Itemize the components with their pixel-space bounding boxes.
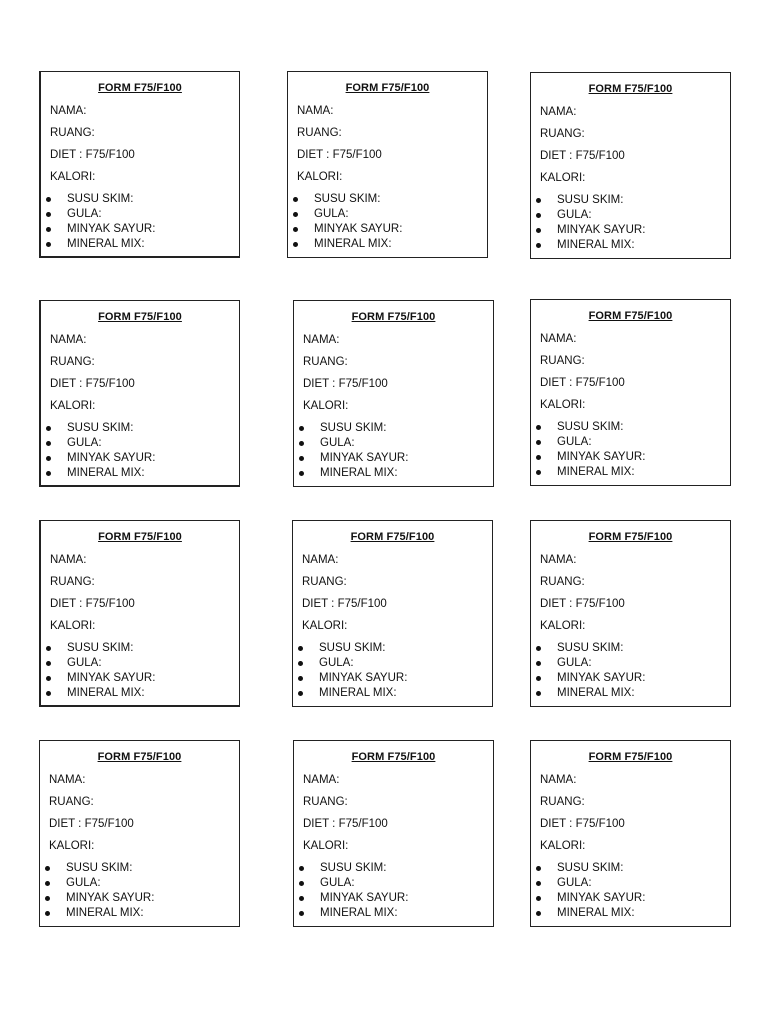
list-item — [531, 876, 645, 891]
bullet-dot-icon — [299, 881, 304, 886]
bullet-dot-icon — [299, 866, 304, 871]
bullet-dot-icon — [536, 213, 541, 218]
diet-label: DIET : F75/F100 — [540, 818, 625, 830]
ingredient-label: MINERAL MIX: — [314, 238, 392, 250]
ingredient-label: MINYAK SAYUR: — [557, 224, 646, 236]
ingredient-label: MINYAK SAYUR: — [67, 452, 156, 464]
kalori-label: KALORI: — [540, 620, 586, 632]
card-title: FORM F75/F100 — [351, 311, 436, 323]
ingredient-list — [288, 192, 402, 252]
nama-label: NAMA: — [540, 333, 577, 345]
ruang-label: RUANG: — [540, 355, 585, 367]
list-item — [531, 193, 645, 208]
list-item — [294, 891, 408, 906]
ruang-label: RUANG: — [540, 128, 585, 140]
list-item — [531, 906, 645, 921]
ruang-label: RUANG: — [50, 127, 95, 139]
card-title: FORM F75/F100 — [351, 751, 436, 763]
list-item — [40, 906, 154, 921]
list-item — [293, 656, 407, 671]
bullet-dot-icon — [45, 911, 50, 916]
diet-label: DIET : F75/F100 — [540, 377, 625, 389]
list-item — [294, 436, 408, 451]
ingredient-label: MINYAK SAYUR: — [66, 892, 155, 904]
list-item — [294, 861, 408, 876]
list-item — [531, 238, 645, 253]
bullet-dot-icon — [299, 911, 304, 916]
list-item — [41, 237, 155, 252]
list-item — [294, 451, 408, 466]
ruang-label: RUANG: — [302, 576, 347, 588]
ingredient-label: SUSU SKIM: — [557, 642, 624, 654]
ingredient-label: MINYAK SAYUR: — [319, 672, 408, 684]
diet-label: DIET : F75/F100 — [50, 149, 135, 161]
diet-label: DIET : F75/F100 — [50, 378, 135, 390]
ingredient-label: GULA: — [319, 657, 354, 669]
kalori-label: KALORI: — [540, 399, 586, 411]
list-item — [41, 641, 155, 656]
card-title: FORM F75/F100 — [98, 531, 182, 543]
ruang-label: RUANG: — [303, 356, 348, 368]
kalori-label: KALORI: — [302, 620, 348, 632]
ingredient-label: MINYAK SAYUR: — [67, 223, 156, 235]
list-item — [531, 223, 645, 238]
ingredient-label: MINERAL MIX: — [66, 907, 144, 919]
ingredient-label: GULA: — [557, 209, 592, 221]
diet-label: DIET : F75/F100 — [49, 818, 134, 830]
kalori-label: KALORI: — [540, 172, 586, 184]
form-card — [39, 300, 240, 487]
bullet-dot-icon — [45, 866, 50, 871]
bullet-dot-icon — [46, 227, 51, 232]
form-card — [530, 72, 731, 259]
ingredient-list — [531, 420, 645, 480]
ingredient-label: SUSU SKIM: — [67, 193, 134, 205]
kalori-label: KALORI: — [303, 400, 349, 412]
nama-label: NAMA: — [303, 334, 340, 346]
list-item — [40, 876, 154, 891]
ingredient-list — [294, 421, 408, 481]
diet-label: DIET : F75/F100 — [50, 598, 135, 610]
ingredient-label: MINERAL MIX: — [320, 467, 398, 479]
bullet-dot-icon — [299, 441, 304, 446]
nama-label: NAMA: — [540, 774, 577, 786]
bullet-dot-icon — [298, 691, 303, 696]
list-item — [293, 641, 407, 656]
list-item — [294, 466, 408, 481]
ingredient-label: MINYAK SAYUR: — [320, 452, 409, 464]
list-item — [41, 436, 155, 451]
ingredient-label: MINERAL MIX: — [557, 687, 635, 699]
bullet-dot-icon — [299, 426, 304, 431]
list-item — [531, 891, 645, 906]
list-item — [531, 656, 645, 671]
bullet-dot-icon — [298, 646, 303, 651]
ingredient-list — [41, 192, 155, 252]
bullet-dot-icon — [299, 896, 304, 901]
ingredient-label: MINERAL MIX: — [320, 907, 398, 919]
ruang-label: RUANG: — [540, 796, 585, 808]
ingredient-label: MINERAL MIX: — [319, 687, 397, 699]
form-card — [293, 740, 494, 927]
bullet-dot-icon — [536, 646, 541, 651]
card-title: FORM F75/F100 — [588, 531, 673, 543]
list-item — [41, 671, 155, 686]
nama-label: NAMA: — [540, 106, 577, 118]
ingredient-list — [41, 421, 155, 481]
list-item — [288, 237, 402, 252]
bullet-dot-icon — [536, 228, 541, 233]
ingredient-label: GULA: — [557, 436, 592, 448]
list-item — [288, 207, 402, 222]
bullet-dot-icon — [536, 676, 541, 681]
form-card — [530, 520, 731, 707]
kalori-label: KALORI: — [540, 840, 586, 852]
card-title: FORM F75/F100 — [588, 310, 673, 322]
bullet-dot-icon — [293, 242, 298, 247]
ingredient-label: GULA: — [320, 437, 355, 449]
ingredient-label: MINYAK SAYUR: — [557, 892, 646, 904]
ruang-label: RUANG: — [540, 576, 585, 588]
list-item — [531, 671, 645, 686]
bullet-dot-icon — [536, 470, 541, 475]
bullet-dot-icon — [46, 441, 51, 446]
list-item — [41, 466, 155, 481]
ingredient-label: MINERAL MIX: — [67, 238, 145, 250]
bullet-dot-icon — [298, 676, 303, 681]
bullet-dot-icon — [45, 896, 50, 901]
list-item — [41, 222, 155, 237]
bullet-dot-icon — [536, 866, 541, 871]
ruang-label: RUANG: — [303, 796, 348, 808]
ingredient-label: SUSU SKIM: — [66, 862, 133, 874]
ingredient-list — [531, 193, 645, 253]
ruang-label: RUANG: — [49, 796, 94, 808]
diet-label: DIET : F75/F100 — [297, 149, 382, 161]
card-title: FORM F75/F100 — [588, 83, 673, 95]
ingredient-list — [531, 861, 645, 921]
bullet-dot-icon — [46, 646, 51, 651]
bullet-dot-icon — [299, 471, 304, 476]
list-item — [294, 876, 408, 891]
ingredient-label: MINERAL MIX: — [67, 467, 145, 479]
bullet-dot-icon — [536, 911, 541, 916]
form-card — [287, 71, 488, 258]
diet-label: DIET : F75/F100 — [302, 598, 387, 610]
ingredient-label: SUSU SKIM: — [319, 642, 386, 654]
ingredient-label: MINYAK SAYUR: — [67, 672, 156, 684]
ingredient-label: SUSU SKIM: — [314, 193, 381, 205]
bullet-dot-icon — [536, 440, 541, 445]
bullet-dot-icon — [46, 197, 51, 202]
card-title: FORM F75/F100 — [588, 751, 673, 763]
list-item — [288, 222, 402, 237]
diet-label: DIET : F75/F100 — [540, 150, 625, 162]
bullet-dot-icon — [536, 455, 541, 460]
list-item — [293, 686, 407, 701]
ingredient-label: MINYAK SAYUR: — [557, 672, 646, 684]
card-title: FORM F75/F100 — [98, 311, 182, 323]
bullet-dot-icon — [536, 198, 541, 203]
list-item — [41, 656, 155, 671]
kalori-label: KALORI: — [49, 840, 95, 852]
ingredient-label: MINERAL MIX: — [557, 466, 635, 478]
form-card — [292, 520, 493, 707]
card-title: FORM F75/F100 — [345, 82, 430, 94]
form-card — [39, 740, 240, 927]
list-item — [531, 450, 645, 465]
bullet-dot-icon — [536, 425, 541, 430]
nama-label: NAMA: — [302, 554, 339, 566]
nama-label: NAMA: — [297, 105, 334, 117]
bullet-dot-icon — [293, 227, 298, 232]
form-card — [293, 300, 494, 487]
diet-label: DIET : F75/F100 — [540, 598, 625, 610]
list-item — [531, 861, 645, 876]
kalori-label: KALORI: — [50, 620, 96, 632]
bullet-dot-icon — [298, 661, 303, 666]
bullet-dot-icon — [293, 212, 298, 217]
card-title: FORM F75/F100 — [350, 531, 435, 543]
bullet-dot-icon — [299, 456, 304, 461]
ingredient-list — [531, 641, 645, 701]
nama-label: NAMA: — [540, 554, 577, 566]
diet-label: DIET : F75/F100 — [303, 378, 388, 390]
card-title: FORM F75/F100 — [98, 82, 182, 94]
bullet-dot-icon — [46, 212, 51, 217]
ingredient-label: MINYAK SAYUR: — [557, 451, 646, 463]
ruang-label: RUANG: — [50, 356, 95, 368]
list-item — [531, 465, 645, 480]
ingredient-label: MINYAK SAYUR: — [320, 892, 409, 904]
bullet-dot-icon — [46, 456, 51, 461]
list-item — [294, 421, 408, 436]
list-item — [41, 451, 155, 466]
nama-label: NAMA: — [49, 774, 86, 786]
ingredient-label: GULA: — [557, 877, 592, 889]
ingredient-label: SUSU SKIM: — [67, 422, 134, 434]
ingredient-label: GULA: — [557, 657, 592, 669]
kalori-label: KALORI: — [50, 400, 96, 412]
bullet-dot-icon — [536, 661, 541, 666]
kalori-label: KALORI: — [303, 840, 349, 852]
ingredient-label: SUSU SKIM: — [557, 862, 624, 874]
ingredient-label: GULA: — [67, 657, 102, 669]
ingredient-list — [41, 641, 155, 701]
bullet-dot-icon — [46, 661, 51, 666]
ingredient-label: GULA: — [67, 437, 102, 449]
bullet-dot-icon — [536, 881, 541, 886]
ingredient-label: GULA: — [66, 877, 101, 889]
bullet-dot-icon — [536, 243, 541, 248]
bullet-dot-icon — [46, 471, 51, 476]
nama-label: NAMA: — [50, 554, 87, 566]
ruang-label: RUANG: — [50, 576, 95, 588]
bullet-dot-icon — [46, 242, 51, 247]
bullet-dot-icon — [46, 691, 51, 696]
ingredient-label: MINYAK SAYUR: — [314, 223, 403, 235]
diet-label: DIET : F75/F100 — [303, 818, 388, 830]
list-item — [531, 435, 645, 450]
list-item — [293, 671, 407, 686]
list-item — [531, 420, 645, 435]
list-item — [288, 192, 402, 207]
ingredient-label: MINERAL MIX: — [557, 239, 635, 251]
ingredient-list — [294, 861, 408, 921]
bullet-dot-icon — [46, 426, 51, 431]
bullet-dot-icon — [46, 676, 51, 681]
list-item — [40, 891, 154, 906]
ingredient-list — [40, 861, 154, 921]
ingredient-label: MINERAL MIX: — [557, 907, 635, 919]
ruang-label: RUANG: — [297, 127, 342, 139]
nama-label: NAMA: — [303, 774, 340, 786]
bullet-dot-icon — [536, 896, 541, 901]
list-item — [531, 208, 645, 223]
list-item — [531, 686, 645, 701]
ingredient-list — [293, 641, 407, 701]
list-item — [294, 906, 408, 921]
ingredient-label: SUSU SKIM: — [320, 862, 387, 874]
bullet-dot-icon — [536, 691, 541, 696]
list-item — [531, 641, 645, 656]
bullet-dot-icon — [45, 881, 50, 886]
ingredient-label: SUSU SKIM: — [320, 422, 387, 434]
form-card — [530, 740, 731, 927]
ingredient-label: SUSU SKIM: — [67, 642, 134, 654]
ingredient-label: GULA: — [67, 208, 102, 220]
list-item — [41, 207, 155, 222]
bullet-dot-icon — [293, 197, 298, 202]
kalori-label: KALORI: — [297, 171, 343, 183]
nama-label: NAMA: — [50, 334, 87, 346]
ingredient-label: MINERAL MIX: — [67, 687, 145, 699]
list-item — [41, 421, 155, 436]
list-item — [41, 192, 155, 207]
ingredient-label: SUSU SKIM: — [557, 421, 624, 433]
form-card — [39, 71, 240, 258]
form-card — [39, 520, 240, 707]
ingredient-label: GULA: — [320, 877, 355, 889]
form-card — [530, 299, 731, 486]
nama-label: NAMA: — [50, 105, 87, 117]
kalori-label: KALORI: — [50, 171, 96, 183]
list-item — [40, 861, 154, 876]
card-title: FORM F75/F100 — [97, 751, 182, 763]
ingredient-label: GULA: — [314, 208, 349, 220]
list-item — [41, 686, 155, 701]
ingredient-label: SUSU SKIM: — [557, 194, 624, 206]
